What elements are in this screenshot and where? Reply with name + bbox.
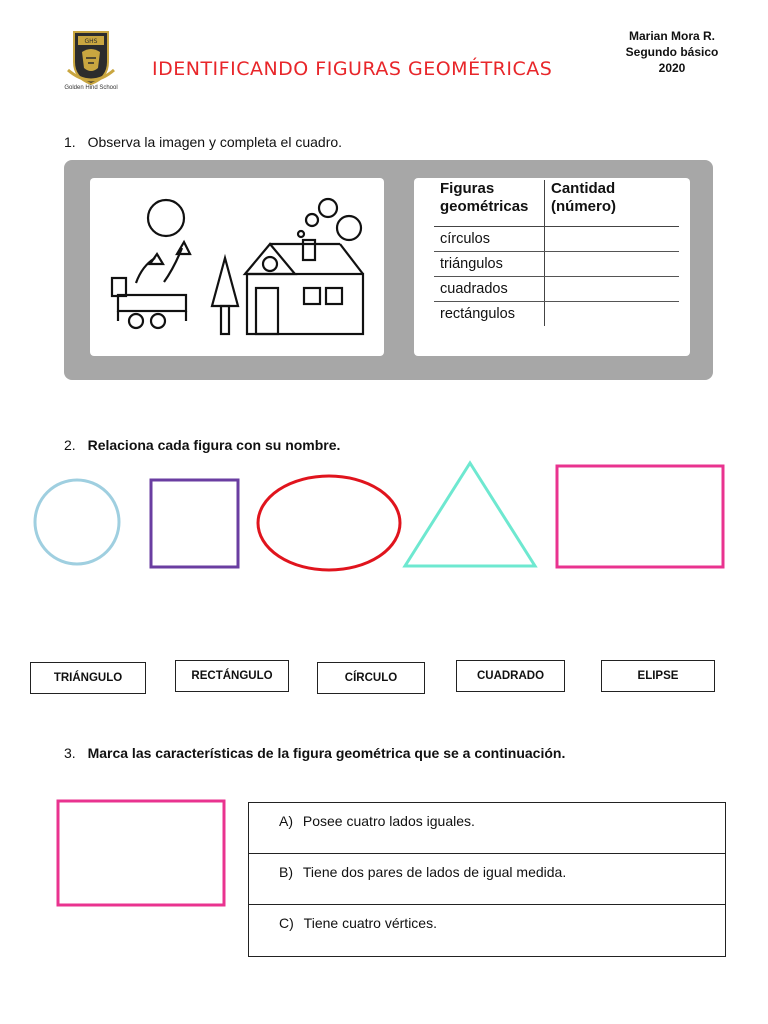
question-3-text: Marca las características de la figura geométrica que se a continuación. [87,745,566,761]
label-circulo[interactable]: CÍRCULO [317,662,425,694]
option-a-letter: A) [279,813,293,829]
page-title: IDENTIFICANDO FIGURAS GEOMÉTRICAS [152,58,553,80]
count-table-header [434,180,679,227]
option-c[interactable] [249,905,725,956]
characteristics-table [248,802,726,957]
question-1-text: Observa la imagen y completa el cuadro. [87,134,343,150]
answer-cell-triangles[interactable] [545,252,680,277]
ellipse-shape [258,476,400,570]
row-label-rectangles: rectángulos [440,306,515,322]
circle-shape [35,480,119,564]
square-shape [151,480,238,567]
table-row [434,302,679,327]
option-b[interactable] [249,854,725,905]
answer-cell-rectangles[interactable] [545,302,680,327]
label-rectangulo[interactable]: RECTÁNGULO [175,660,289,692]
shapes-row [0,455,768,585]
quantity-header: Cantidad (número) [545,180,680,227]
option-a[interactable] [249,803,725,854]
question-2-text: Relaciona cada figura con su nombre. [87,437,341,453]
year-label: 2020 [658,61,686,75]
question-2 [64,437,340,453]
label-cuadrado[interactable]: CUADRADO [456,660,565,692]
label-triangulo[interactable]: TRIÁNGULO [30,662,146,694]
rectangle-shape [557,466,723,567]
q3-shape [55,798,231,910]
label-elipse[interactable]: ELIPSE [601,660,715,692]
count-table [434,180,679,326]
question-1 [64,134,342,150]
table-row [434,227,679,252]
table-row [434,277,679,302]
row-label-circles: círculos [434,227,545,252]
row-label-squares: cuadrados [434,277,545,302]
option-a-text: Posee cuatro lados iguales. [302,813,475,829]
option-b-letter: B) [279,864,293,880]
question-3-number: 3. [64,745,76,761]
author-block [612,28,732,76]
question-3 [64,745,565,761]
option-b-text: Tiene dos pares de lados de igual medida. [302,864,567,880]
answer-cell-squares[interactable] [545,277,680,302]
row-label-triangles: triángulos [434,252,545,277]
answer-cell-circles[interactable] [545,227,680,252]
svg-text:GHS: GHS [84,38,98,45]
question-2-number: 2. [64,437,76,453]
q3-rectangle-shape [58,801,224,905]
school-name: Golden Hind School [64,85,118,91]
triangle-shape [405,463,535,566]
table-row [434,252,679,277]
option-c-letter: C) [279,915,294,931]
house-car-drawing [90,178,384,356]
question-1-number: 1. [64,134,76,150]
picture-card [90,178,384,356]
figures-header: Figuras geométricas [434,180,545,227]
grade-label: Segundo básico [625,45,719,59]
author-name: Marian Mora R. [628,29,715,43]
option-c-text: Tiene cuatro vértices. [303,915,437,931]
